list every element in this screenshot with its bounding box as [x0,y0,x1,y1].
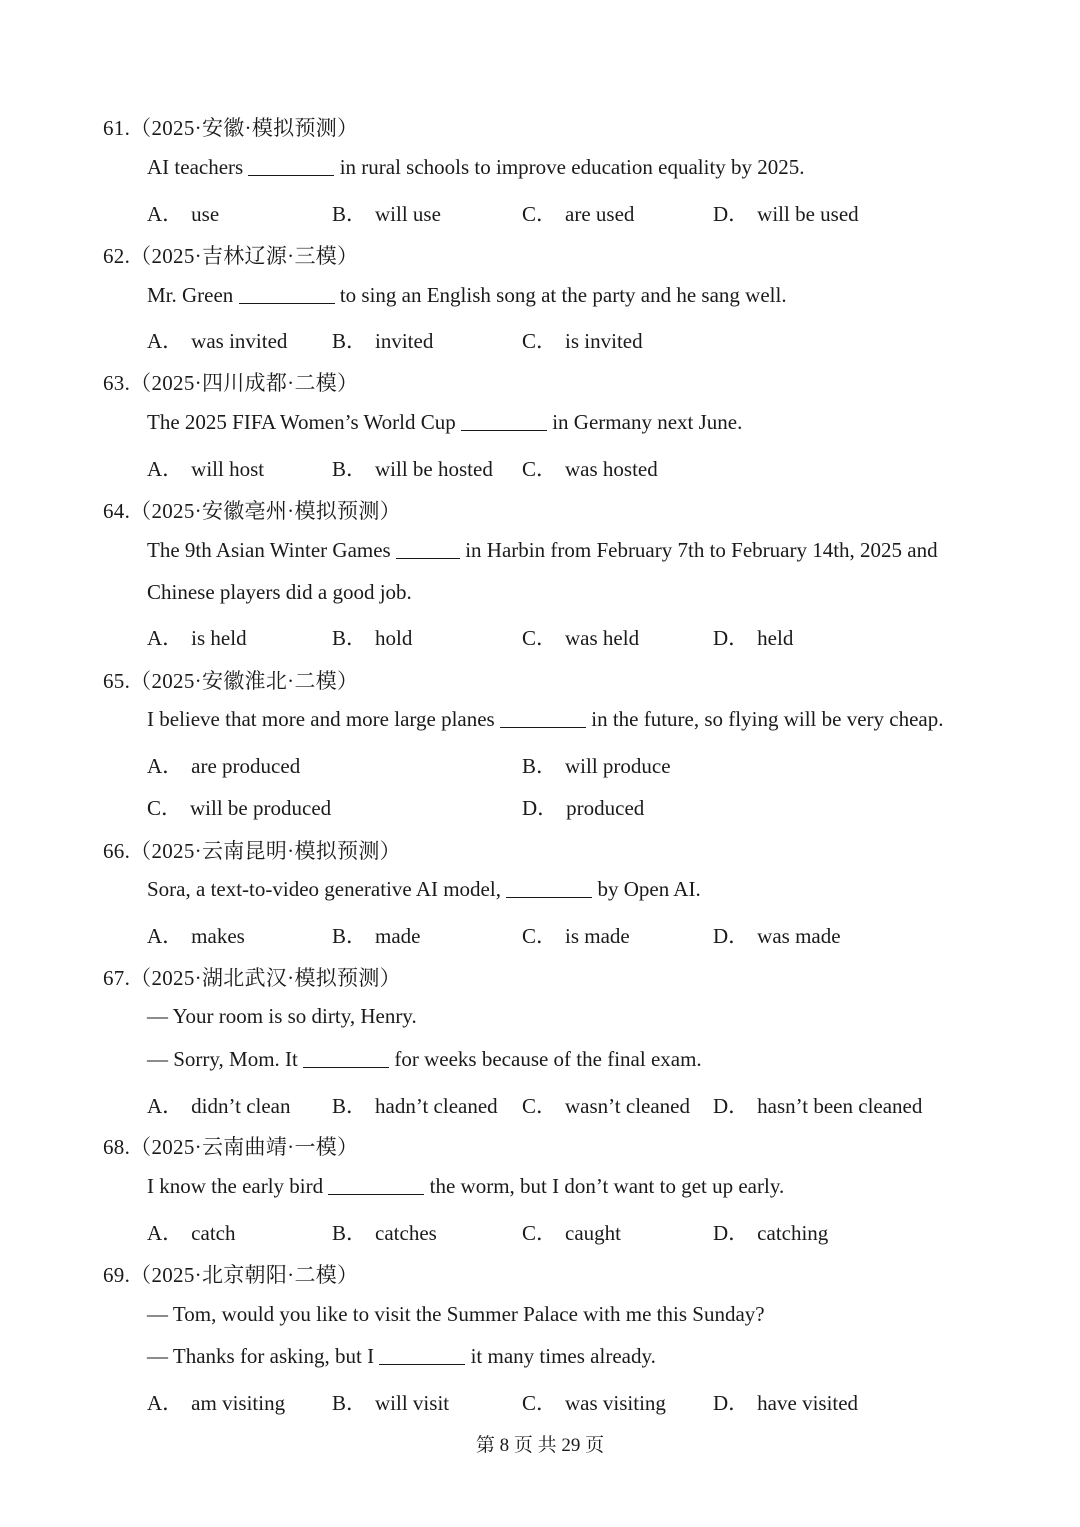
option-b [332,1387,449,1417]
option-a [147,920,245,950]
question-68-header [103,1131,358,1161]
stem-text: Sora, a text-to-video generative AI model, [147,877,507,901]
answer-blank [506,877,592,898]
option-b [332,198,441,228]
stem-text: the worm, but I don’t want to get up early. [424,1174,785,1198]
question-source: （2025·北京朝阳·二模） [130,1263,359,1287]
option-text: catch [191,1221,236,1245]
option-text: makes [191,924,245,948]
option-letter: B． [332,457,368,481]
stem-text: — Your room is so dirty, Henry. [147,1004,417,1028]
option-text: was made [757,924,841,948]
option-letter: D． [713,924,750,948]
option-d [713,198,859,228]
option-letter: B． [332,1221,368,1245]
page-footer: 第 8 页 共 29 页 [475,1435,605,1456]
question-69-header [103,1259,358,1289]
answer-blank [248,155,334,176]
option-letter: C． [522,924,558,948]
question-number: 65. [103,669,131,693]
option-a [147,750,300,780]
stem-text: I believe that more and more large planes [147,707,500,731]
option-text: produced [566,796,645,820]
question-source: （2025·安徽淮北·二模） [130,669,359,693]
option-text: will be produced [190,796,332,820]
option-letter: B． [332,626,368,650]
question-number: 69. [103,1263,131,1287]
option-letter: B． [332,329,368,353]
option-letter: C． [522,626,558,650]
option-b [522,750,671,780]
question-source: （2025·湖北武汉·模拟预测） [130,966,401,990]
stem-text: in rural schools to improve education equality by 2025. [334,155,805,179]
option-letter: C． [522,1094,558,1118]
stem-text: for weeks because of the final exam. [389,1047,702,1071]
stem-text: AI teachers [147,155,249,179]
option-letter: A． [147,1391,184,1415]
question-63-header [103,367,358,397]
option-b [332,325,433,355]
stem-text: Mr. Green [147,283,239,307]
option-letter: D． [713,202,750,226]
question-number: 66. [103,839,131,863]
option-text: use [191,202,220,226]
answer-blank [500,707,586,728]
option-letter: D． [713,626,750,650]
stem-text: The 9th Asian Winter Games [147,538,396,562]
option-letter: C． [522,329,558,353]
option-b [332,1217,437,1247]
option-b [332,1090,498,1120]
option-text: catching [757,1221,829,1245]
option-d [522,792,644,822]
answer-blank [303,1047,389,1068]
question-number: 61. [103,116,131,140]
question-source: （2025·云南昆明·模拟预测） [130,839,401,863]
option-text: is invited [565,329,643,353]
option-text: caught [565,1221,621,1245]
option-text: will use [375,202,441,226]
option-text: was visiting [565,1391,666,1415]
option-letter: A． [147,626,184,650]
stem-text: in Harbin from February 7th to February 14th, 2025 and [459,538,938,562]
option-a [147,453,264,483]
option-c [522,198,634,228]
stem-text: to sing an English song at the party and he sang well. [334,283,787,307]
question-63-stem [147,410,742,435]
option-letter: C． [522,457,558,481]
option-c [147,792,331,822]
question-61-header [103,112,358,142]
question-number: 67. [103,966,131,990]
question-number: 62. [103,244,131,268]
option-text: am visiting [191,1391,286,1415]
option-letter: D． [713,1391,750,1415]
option-letter: D． [713,1221,750,1245]
question-62-header [103,240,358,270]
option-a [147,1090,291,1120]
stem-text: — Thanks for asking, but I [147,1344,380,1368]
answer-blank [379,1344,465,1365]
option-text: hadn’t cleaned [375,1094,498,1118]
option-text: hold [375,626,413,650]
answer-blank [239,283,335,304]
option-text: will visit [375,1391,450,1415]
question-number: 63. [103,371,131,395]
option-letter: C． [147,796,183,820]
question-69-stem-line-2 [147,1344,656,1369]
option-text: hasn’t been cleaned [757,1094,923,1118]
option-letter: C． [522,202,558,226]
stem-text: I know the early bird [147,1174,329,1198]
stem-text: in Germany next June. [546,410,743,434]
question-66-stem [147,877,701,902]
option-letter: A． [147,1094,184,1118]
option-text: have visited [757,1391,859,1415]
question-69-stem-line-1 [147,1302,765,1327]
question-source: （2025·安徽·模拟预测） [130,116,359,140]
option-letter: A． [147,924,184,948]
stem-text: — Sorry, Mom. It [147,1047,304,1071]
option-text: are used [565,202,635,226]
answer-blank [328,1174,424,1195]
option-letter: D． [522,796,559,820]
question-source: （2025·云南曲靖·一模） [130,1135,359,1159]
option-a [147,325,287,355]
option-text: catches [375,1221,437,1245]
option-letter: B． [332,1391,368,1415]
option-d [713,1090,922,1120]
option-text: is made [565,924,630,948]
stem-text: The 2025 FIFA Women’s World Cup [147,410,461,434]
option-c [522,325,643,355]
option-text: invited [375,329,434,353]
option-a [147,1217,235,1247]
option-text: are produced [191,754,301,778]
question-65-header [103,665,358,695]
question-68-stem [147,1174,784,1199]
option-letter: D． [713,1094,750,1118]
option-c [522,1090,690,1120]
option-text: wasn’t cleaned [565,1094,690,1118]
option-c [522,920,630,950]
option-letter: B． [332,924,368,948]
option-letter: A． [147,754,184,778]
option-a [147,622,247,652]
option-c [522,1217,621,1247]
option-text: didn’t clean [191,1094,291,1118]
stem-text: in the future, so flying will be very cheap. [585,707,944,731]
option-d [713,1387,858,1417]
option-c [522,1387,666,1417]
option-d [713,1217,828,1247]
option-b [332,622,412,652]
option-a [147,198,219,228]
question-source: （2025·安徽亳州·模拟预测） [130,499,401,523]
question-67-stem-line-1 [147,1004,417,1029]
question-source: （2025·吉林辽源·三模） [130,244,359,268]
option-c [522,453,658,483]
stem-text: by Open AI. [592,877,701,901]
option-b [332,920,421,950]
option-letter: A． [147,1221,184,1245]
option-a [147,1387,285,1417]
option-d [713,622,793,652]
option-text: will host [191,457,265,481]
stem-text: Chinese players did a good job. [147,580,412,604]
question-source: （2025·四川成都·二模） [130,371,359,395]
option-text: will be hosted [375,457,493,481]
answer-blank [396,538,460,559]
option-text: will be used [757,202,859,226]
option-c [522,622,639,652]
option-text: was hosted [565,457,658,481]
option-text: was held [565,626,640,650]
option-d [713,920,841,950]
question-number: 68. [103,1135,131,1159]
question-64-header [103,495,401,525]
option-text: held [757,626,794,650]
question-61-stem [147,155,805,180]
question-65-stem [147,707,943,732]
answer-blank [461,410,547,431]
option-letter: C． [522,1221,558,1245]
option-text: was invited [191,329,288,353]
option-letter: B． [332,1094,368,1118]
option-letter: A． [147,457,184,481]
option-letter: A． [147,329,184,353]
question-number: 64. [103,499,131,523]
question-67-stem-line-2 [147,1047,702,1072]
question-62-stem [147,283,787,308]
option-letter: A． [147,202,184,226]
question-66-header [103,835,401,865]
question-64-stem-line-2 [147,580,412,605]
option-letter: B． [522,754,558,778]
option-letter: B． [332,202,368,226]
option-b [332,453,493,483]
question-64-stem [147,538,938,563]
stem-text: it many times already. [465,1344,656,1368]
option-text: will produce [565,754,671,778]
stem-text: — Tom, would you like to visit the Summer Palace with me this Sunday? [147,1302,765,1326]
question-67-header [103,962,401,992]
option-letter: C． [522,1391,558,1415]
option-text: made [375,924,421,948]
option-text: is held [191,626,247,650]
